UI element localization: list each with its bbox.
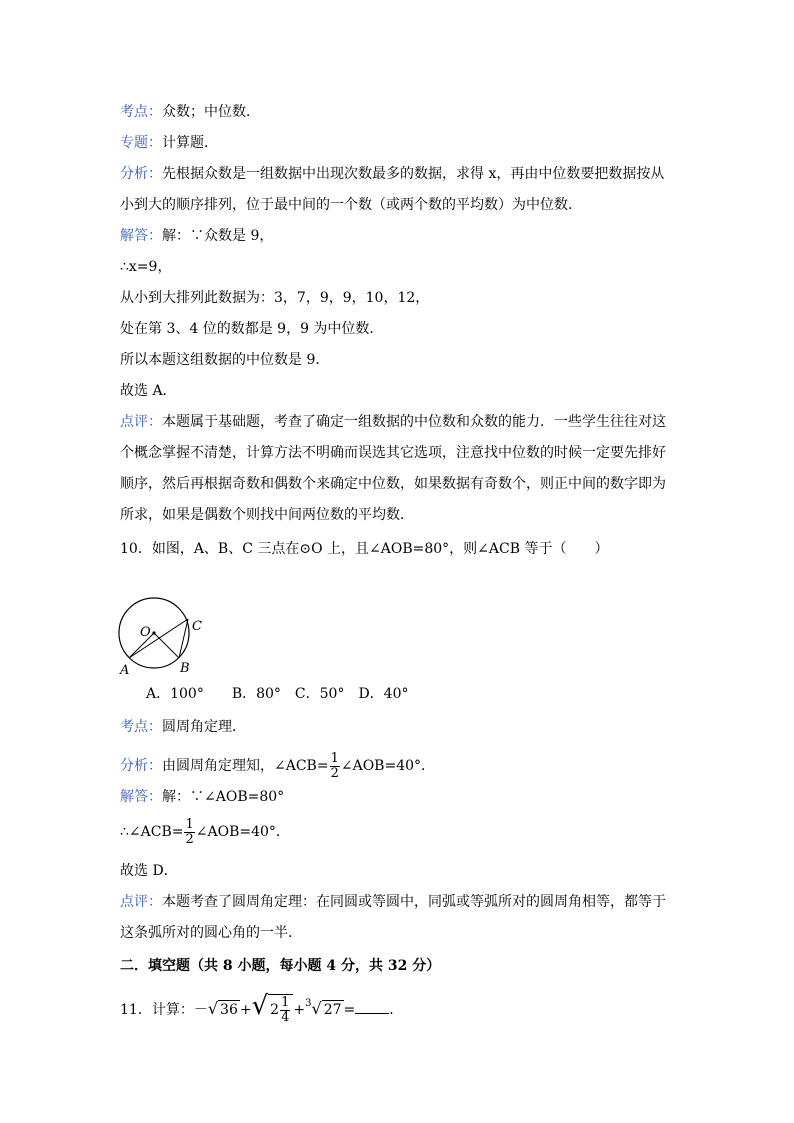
jieda-pre: ∴∠ACB=: [120, 824, 184, 840]
label-kaodian: 考点：: [120, 719, 162, 735]
fenxi-10: [120, 748, 435, 784]
jieda-10-line3: 故选 D．: [120, 863, 178, 879]
label-fenxi: 分析：: [120, 758, 162, 774]
kaodian-text: 众数；中位数．: [162, 104, 260, 120]
segment-ob: [154, 633, 179, 658]
fraction: [330, 752, 340, 781]
fraction-num: 1: [330, 750, 339, 766]
fenxi-post: ∠AOB=40°．: [340, 758, 436, 774]
fraction-den: 4: [281, 1009, 290, 1025]
sqrt-mixed: [268, 994, 293, 1025]
kaodian-text: 圆周角定理．: [162, 719, 246, 735]
label-zhuanti: 专题：: [120, 135, 162, 151]
label-dianping: 点评：: [120, 414, 162, 430]
cube-root-index: 3: [305, 998, 312, 1009]
dianping-9-line2: 个概念掌握不清楚，计算方法不明确而误选其它选项，注意找中位数的时候一定要先排好: [120, 445, 666, 461]
jieda-10-line2: [120, 814, 290, 850]
fenxi-pre: 由圆周角定理知，∠ACB=: [162, 758, 329, 774]
segment-ac: [129, 619, 188, 658]
label-fenxi: 分析：: [120, 166, 162, 182]
center-dot: [152, 631, 155, 634]
q10-options: A．100° B．80° C．50° D．40°: [146, 686, 409, 702]
answer-blank[interactable]: [355, 999, 389, 1014]
label-c: C: [192, 619, 202, 634]
label-kaodian: 考点：: [120, 104, 162, 120]
q11-end: ．: [389, 1002, 404, 1018]
kaodian-9: [120, 102, 260, 122]
label-dianping: 点评：: [120, 894, 162, 910]
dianping-text: 本题考查了圆周角定理：在同圆或等圆中，同弧或等弧所对的圆周角相等，都等于: [162, 894, 666, 910]
sqrt-icon: √: [251, 991, 269, 1021]
dianping-text: 本题属于基础题，考查了确定一组数据的中位数和众数的能力．一些学生往往对这: [162, 414, 666, 430]
label-o: O: [140, 625, 151, 640]
jieda-9-line2: ∴x=9，: [120, 259, 172, 275]
fraction: [184, 818, 194, 847]
dianping-9-line3: 顺序，然后再根据奇数和偶数个来确定中位数，如果数据有奇数个，则正中间的数字即为: [120, 476, 666, 492]
fraction: [280, 996, 290, 1025]
fraction-num: 1: [281, 994, 290, 1010]
label-b: B: [180, 661, 190, 676]
equals-sign: =: [343, 1002, 356, 1018]
kaodian-10: [120, 717, 246, 737]
jieda-post: ∠AOB=40°．: [195, 824, 290, 840]
zhuanti-9: [120, 133, 218, 153]
jieda-9-line5: 所以本题这组数据的中位数是 9．: [120, 352, 330, 368]
mixed-int: 2: [270, 1002, 280, 1018]
q11-pre: 11．计算：－: [120, 1002, 208, 1018]
label-jieda: 解答：: [120, 789, 162, 805]
plus-sign: +: [293, 1002, 306, 1018]
zhuanti-text: 计算题．: [162, 135, 218, 151]
dianping-10-line1: [120, 892, 666, 912]
dianping-9-line1: [120, 412, 666, 432]
fenxi-9-line2: 小到大的顺序排列，位于最中间的一个数（或两个数的平均数）为中位数．: [120, 197, 582, 213]
fraction-den: 2: [330, 765, 339, 781]
dianping-9-line4: 所求，如果是偶数个则找中间两位数的平均数．: [120, 507, 414, 523]
jieda-9-line3: 从小到大排列此数据为：3，7，9，9，10，12，: [120, 290, 430, 306]
q10-question: 10．如图，A、B、C 三点在⊙O 上，且∠AOB=80°，则∠ACB 等于（ ）: [120, 541, 609, 557]
sqrt-36: 36: [220, 1002, 238, 1018]
plus-sign: +: [239, 1002, 252, 1018]
jieda-text: 解：∵∠AOB=80°: [162, 789, 285, 805]
label-jieda: 解答：: [120, 228, 162, 244]
cube-root-icon: √: [311, 999, 322, 1018]
cube-root-27: 27: [323, 1002, 342, 1018]
jieda-9-line6: 故选 A．: [120, 383, 177, 399]
jieda-9-line1: [120, 226, 273, 246]
circle-figure: [112, 594, 212, 678]
section-title: 二．填空题（共 8 小题，每小题 4 分，共 32 分）: [120, 958, 441, 974]
fraction-num: 1: [185, 816, 194, 832]
jieda-text: 解：∵众数是 9，: [162, 228, 274, 244]
sqrt-icon: √: [207, 999, 219, 1018]
jieda-10-line1: [120, 787, 284, 807]
q11-question: [120, 986, 403, 1028]
jieda-9-line4: 处在第 3、4 位的数都是 9，9 为中位数．: [120, 321, 384, 337]
fraction-den: 2: [185, 831, 194, 847]
fenxi-text: 先根据众数是一组数据中出现次数最多的数据，求得 x，再由中位数要把数据按从: [162, 166, 665, 182]
label-a: A: [120, 663, 130, 678]
dianping-10-line2: 这条弧所对的圆心角的一半．: [120, 925, 302, 941]
fenxi-9-line1: [120, 164, 664, 184]
